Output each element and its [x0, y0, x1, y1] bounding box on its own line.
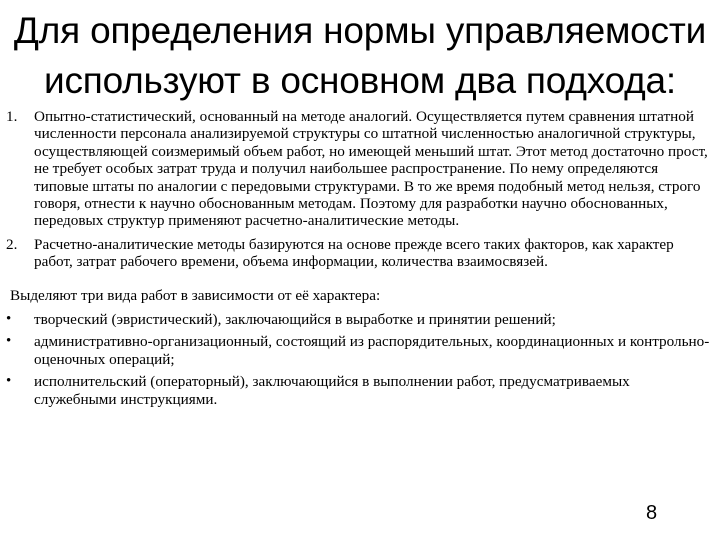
list-item-text: Опытно-статистический, основанный на методе аналогий. Осуществляется путем сравнения штатной численности персонала анализируемой структуры со штатной численностью аналогичной структуры, осуществляющей соизмеримый объем работ, но имеющей меньший штат. Этот метод достаточно прост, не требует особых затрат труда и получил наибольшее распространение. По нему определяются типовые штаты по аналогии с передовыми структурами. В то же время подобный метод нельзя, строго говоря, отнести к научно обоснованным методам. Поэтому для разработки научно обоснованных, передовых структур применяют расчетно-аналитические методы. [34, 108, 708, 230]
bullet-icon: • [6, 333, 12, 350]
numbered-item [6, 108, 710, 230]
bullet-item [6, 333, 710, 368]
list-number: 1. [6, 108, 18, 125]
list-item-text: Расчетно-аналитические методы базируются на основе прежде всего таких факторов, как характер работ, затрат рабочего времени, объема информации, количества взаимосвязей. [34, 235, 674, 271]
intro-text: Выделяют три вида работ в зависимости от её характера: [10, 286, 381, 304]
slide-body [6, 108, 710, 413]
list-number: 2. [6, 235, 18, 253]
slide-title: Для определения нормы управляемости используют в основном два подхода: [13, 10, 707, 101]
bullet-text: творческий (эвристический), заключающийся в выработке и принятии решений; [34, 311, 556, 329]
bullet-text: исполнительский (операторный), заключающийся в выполнении работ, предусматриваемых служебными инструкциями. [34, 373, 630, 408]
bullet-icon: • [6, 373, 12, 390]
bullet-item [6, 311, 710, 328]
bullet-item [6, 373, 710, 408]
numbered-item [6, 236, 710, 271]
bullet-icon: • [6, 311, 12, 328]
page-number: 8 [646, 502, 658, 524]
bullet-text: административно-организационный, состоящий из распорядительных, координационных и контрольно-оценочных операций; [34, 333, 710, 368]
